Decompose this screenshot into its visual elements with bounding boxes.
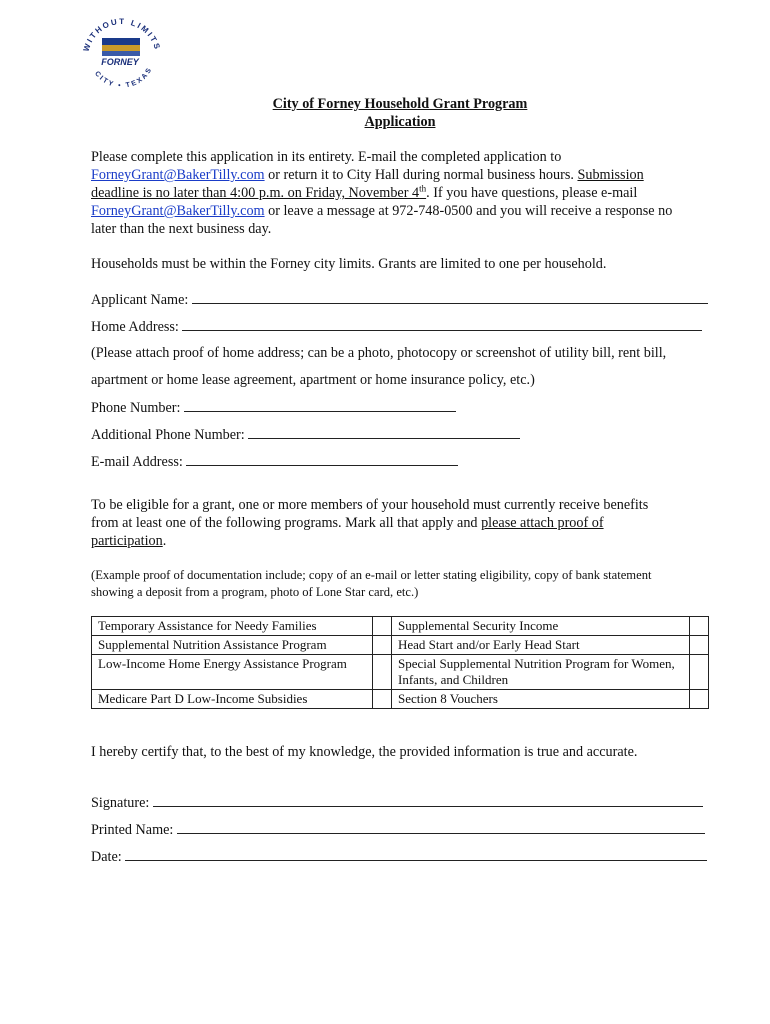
deadline-sup: th (419, 183, 427, 194)
date-row (91, 848, 707, 866)
intro-text: or return it to City Hall during normal business hours. (264, 167, 578, 183)
submission-text: Submission (577, 167, 644, 183)
attach-proof-text: please attach proof of (481, 515, 604, 531)
form-title: City of Forney Household Grant Program (272, 96, 528, 112)
date-field[interactable] (125, 848, 707, 861)
additional-phone-field[interactable] (248, 426, 520, 439)
certify-text: I hereby certify that, to the best of my knowledge, the provided information is true and accurate. (91, 744, 638, 760)
form-subtitle: Application (364, 114, 436, 130)
program-label: Section 8 Vouchers (392, 690, 690, 709)
city-of-forney-logo (76, 16, 168, 96)
signature-label: Signature: (91, 795, 153, 811)
program-label: Special Supplemental Nutrition Program for Women, Infants, and Children (392, 655, 690, 690)
eligibility-line-2 (91, 515, 604, 532)
phone-label: Phone Number: (91, 400, 184, 416)
program-checkbox[interactable] (690, 690, 709, 709)
applicant-name-label: Applicant Name: (91, 292, 192, 308)
intro-line-2 (91, 167, 644, 184)
printed-name-label: Printed Name: (91, 822, 177, 838)
home-address-label: Home Address: (91, 319, 183, 335)
program-checkbox[interactable] (373, 690, 392, 709)
additional-phone-row (91, 426, 520, 444)
program-label: Temporary Assistance for Needy Families (92, 617, 373, 636)
email-field[interactable] (186, 453, 458, 466)
intro-line-5: later than the next business day. (91, 221, 272, 237)
table-row (92, 655, 709, 690)
table-row (92, 617, 709, 636)
proof-note-line-2: apartment or home lease agreement, apartment or home insurance policy, etc.) (91, 372, 535, 388)
email-row (91, 453, 458, 471)
intro-text: . If you have questions, please e-mail (426, 185, 638, 201)
intro-line-1: Please complete this application in its entirety. E-mail the completed application to (91, 149, 562, 165)
intro-text: or leave a message at 972-748-0500 and you will receive a response no (264, 203, 673, 219)
applicant-name-field[interactable] (192, 291, 708, 304)
deadline-text (91, 185, 426, 201)
svg-text:WITHOUT LIMITS: WITHOUT LIMITS (81, 16, 163, 53)
program-checkbox[interactable] (373, 617, 392, 636)
home-address-row (91, 318, 702, 336)
programs-table (91, 616, 709, 709)
additional-phone-label: Additional Phone Number: (91, 427, 249, 443)
program-label: Head Start and/or Early Head Start (392, 636, 690, 655)
printed-name-field[interactable] (177, 821, 705, 834)
program-checkbox[interactable] (373, 636, 392, 655)
email-label: E-mail Address: (91, 454, 187, 470)
program-label: Supplemental Security Income (392, 617, 690, 636)
email-link[interactable]: ForneyGrant@BakerTilly.com (91, 167, 265, 183)
limits-text: Households must be within the Forney city limits. Grants are limited to one per household. (91, 256, 607, 272)
applicant-name-row (91, 291, 708, 309)
signature-field[interactable] (153, 794, 703, 807)
eligibility-text: from at least one of the following programs. Mark all that apply and (91, 515, 482, 531)
program-checkbox[interactable] (373, 655, 392, 690)
proof-note-line-1: (Please attach proof of home address; can be a photo, photocopy or screenshot of utility bill, rent bill, (91, 345, 667, 361)
printed-name-row (91, 821, 705, 839)
eligibility-line-3 (91, 533, 166, 550)
eligibility-text: . (162, 533, 167, 549)
email-link[interactable]: ForneyGrant@BakerTilly.com (91, 203, 265, 219)
program-checkbox[interactable] (690, 655, 709, 690)
date-label: Date: (91, 849, 126, 865)
svg-text:CITY • TEXAS: CITY • TEXAS (93, 65, 154, 90)
deadline-main: deadline is no later than 4:00 p.m. on Friday, November 4 (91, 185, 420, 201)
participation-text: participation (91, 533, 163, 549)
phone-field[interactable] (184, 399, 456, 412)
svg-text:FORNEY: FORNEY (101, 57, 139, 67)
table-row (92, 636, 709, 655)
program-label: Medicare Part D Low-Income Subsidies (92, 690, 373, 709)
program-label: Low-Income Home Energy Assistance Program (92, 655, 373, 690)
phone-row (91, 399, 456, 417)
table-row (92, 690, 709, 709)
home-address-field[interactable] (182, 318, 702, 331)
example-line-1: (Example proof of documentation include; copy of an e-mail or letter stating eligibility, copy of bank statement (91, 568, 652, 582)
eligibility-line-1: To be eligible for a grant, one or more members of your household must currently receive benefits (91, 497, 649, 513)
intro-line-3 (91, 185, 637, 202)
intro-line-4 (91, 203, 672, 220)
example-line-2: showing a deposit from a program, photo of Lone Star card, etc.) (91, 585, 419, 599)
signature-row (91, 794, 703, 812)
program-label: Supplemental Nutrition Assistance Program (92, 636, 373, 655)
program-checkbox[interactable] (690, 617, 709, 636)
program-checkbox[interactable] (690, 636, 709, 655)
